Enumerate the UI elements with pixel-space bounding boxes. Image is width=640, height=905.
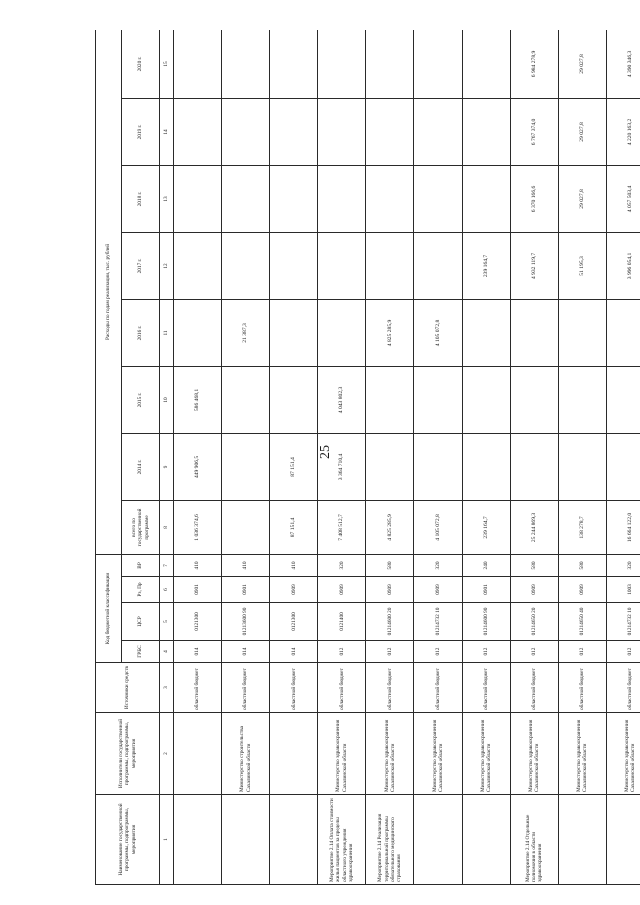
cell-year-value: 29 027,8 xyxy=(558,98,606,165)
cell-year-value xyxy=(318,165,366,232)
cell-year-value xyxy=(222,366,270,433)
cell-year-value xyxy=(318,30,366,98)
cell-csr: 0121400 xyxy=(318,603,366,641)
cell-name xyxy=(414,795,462,885)
header-year: 2020 г. xyxy=(122,30,160,98)
index-cell: 2 xyxy=(160,713,174,795)
cell-csr: 0121300 xyxy=(270,603,318,641)
cell-total: 138 278,7 xyxy=(558,500,606,554)
cell-year-value xyxy=(558,366,606,433)
header-source: Источники средств xyxy=(96,663,160,713)
cell-year-value xyxy=(414,98,462,165)
cell-year-value xyxy=(462,30,510,98)
index-cell: 11 xyxy=(160,299,174,366)
cell-year-value: 6 767 374,0 xyxy=(510,98,558,165)
cell-csr: 01213600 90 xyxy=(222,603,270,641)
cell-total xyxy=(222,500,270,554)
cell-year-value xyxy=(222,98,270,165)
cell-source: областной бюджет xyxy=(558,663,606,713)
index-cell: 7 xyxy=(160,554,174,576)
cell-year-value xyxy=(270,98,318,165)
cell-csr: 01214732 10 xyxy=(414,603,462,641)
cell-year-value: 51 195,3 xyxy=(558,232,606,299)
cell-year-value xyxy=(510,366,558,433)
cell-year-value xyxy=(174,98,222,165)
cell-executor: Министерство строительства Сахалинской области xyxy=(222,713,270,795)
header-expenses: Расходы по годам реализации, тыс. рублей xyxy=(96,30,122,554)
cell-year-value xyxy=(318,98,366,165)
cell-year-value xyxy=(270,30,318,98)
cell-year-value: 21 387,3 xyxy=(222,299,270,366)
index-row xyxy=(160,30,174,885)
table-row xyxy=(270,30,318,885)
index-cell: 5 xyxy=(160,603,174,641)
cell-executor: Министерство здравоохранения Сахалинской области xyxy=(318,713,366,795)
cell-year-value: 3 996 054,1 xyxy=(606,232,640,299)
cell-source: областной бюджет xyxy=(414,663,462,713)
cell-vr: 580 xyxy=(558,554,606,576)
cell-grbs: 014 xyxy=(270,641,318,663)
cell-year-value xyxy=(558,299,606,366)
cell-executor: Министерство здравоохранения Сахалинской области xyxy=(606,713,640,795)
index-cell: 1 xyxy=(160,795,174,885)
cell-rzpr: 0909 xyxy=(318,577,366,603)
table-row xyxy=(606,30,640,885)
cell-year-value xyxy=(606,433,640,500)
header-vr: ВР xyxy=(122,554,160,576)
cell-year-value xyxy=(174,165,222,232)
budget-table xyxy=(95,30,640,885)
rotated-table-area xyxy=(95,30,640,885)
cell-name xyxy=(270,795,318,885)
cell-source: областной бюджет xyxy=(174,663,222,713)
cell-total: 87 151,4 xyxy=(270,500,318,554)
cell-rzpr: 1003 xyxy=(606,577,640,603)
cell-year-value: 4 057 503,4 xyxy=(606,165,640,232)
cell-name xyxy=(558,795,606,885)
index-cell: 6 xyxy=(160,577,174,603)
cell-vr: 320 xyxy=(414,554,462,576)
cell-grbs: 012 xyxy=(558,641,606,663)
cell-year-value: 29 027,8 xyxy=(558,165,606,232)
cell-total: 1 036 374,6 xyxy=(174,500,222,554)
cell-year-value xyxy=(270,165,318,232)
header-budget-class: Код бюджетной классификации xyxy=(96,554,122,662)
cell-year-value xyxy=(174,299,222,366)
cell-rzpr: 0909 xyxy=(414,577,462,603)
cell-year-value: 4 220 163,2 xyxy=(606,98,640,165)
cell-source: областной бюджет xyxy=(366,663,414,713)
cell-year-value xyxy=(222,165,270,232)
cell-year-value xyxy=(606,299,640,366)
cell-year-value xyxy=(366,433,414,500)
cell-csr: 01214650 20 xyxy=(510,603,558,641)
table-row xyxy=(414,30,462,885)
cell-vr: 580 xyxy=(510,554,558,576)
cell-year-value xyxy=(462,165,510,232)
cell-year-value xyxy=(318,232,366,299)
index-cell: 8 xyxy=(160,500,174,554)
cell-name: Мероприятие 2.14 Отдельные полномочия в области здравоохранения xyxy=(510,795,558,885)
cell-grbs: 012 xyxy=(462,641,510,663)
cell-name xyxy=(174,795,222,885)
cell-year-value xyxy=(510,433,558,500)
cell-year-value xyxy=(462,98,510,165)
table-body xyxy=(174,30,640,885)
index-cell: 12 xyxy=(160,232,174,299)
cell-year-value xyxy=(462,433,510,500)
cell-year-value xyxy=(222,30,270,98)
index-cell: 3 xyxy=(160,663,174,713)
cell-year-value: 4 825 285,9 xyxy=(366,299,414,366)
cell-csr: 01214600 90 xyxy=(462,603,510,641)
cell-rzpr: 0901 xyxy=(222,577,270,603)
cell-year-value: 4 390 346,3 xyxy=(606,30,640,98)
cell-year-value xyxy=(462,299,510,366)
cell-year-value xyxy=(606,366,640,433)
cell-year-value xyxy=(462,366,510,433)
index-cell: 15 xyxy=(160,30,174,98)
header-grbs: ГРБС xyxy=(122,641,160,663)
page-number: 25 xyxy=(318,445,333,459)
table-row xyxy=(318,30,366,885)
cell-year-value xyxy=(174,232,222,299)
cell-year-value: 3 364 710,4 xyxy=(318,433,366,500)
cell-year-value: 6 984 278,9 xyxy=(510,30,558,98)
table-row xyxy=(462,30,510,885)
cell-year-value xyxy=(366,366,414,433)
cell-year-value xyxy=(270,232,318,299)
cell-year-value xyxy=(222,232,270,299)
index-cell: 10 xyxy=(160,366,174,433)
cell-vr: 240 xyxy=(462,554,510,576)
cell-vr: 410 xyxy=(174,554,222,576)
header-name: Наименование государственной программы, подпрограммы, мероприятия xyxy=(96,795,160,885)
cell-executor xyxy=(174,713,222,795)
header-csr: ЦСР xyxy=(122,603,160,641)
cell-executor: Министерство здравоохранения Сахалинской области xyxy=(414,713,462,795)
cell-year-value xyxy=(318,299,366,366)
cell-name xyxy=(222,795,270,885)
cell-name xyxy=(606,795,640,885)
cell-year-value: 4 932 119,7 xyxy=(510,232,558,299)
cell-name xyxy=(462,795,510,885)
cell-year-value: 29 027,8 xyxy=(558,30,606,98)
cell-executor: Министерство здравоохранения Сахалинской области xyxy=(510,713,558,795)
index-cell: 13 xyxy=(160,165,174,232)
cell-vr: 320 xyxy=(318,554,366,576)
cell-year-value xyxy=(222,433,270,500)
cell-total: 25 244 869,3 xyxy=(510,500,558,554)
cell-year-value xyxy=(510,299,558,366)
cell-year-value xyxy=(414,232,462,299)
table-row xyxy=(366,30,414,885)
cell-total: 7 408 512,7 xyxy=(318,500,366,554)
cell-source: областной бюджет xyxy=(462,663,510,713)
cell-year-value: 4 043 802,3 xyxy=(318,366,366,433)
cell-year-value: 449 906,5 xyxy=(174,433,222,500)
cell-year-value xyxy=(558,433,606,500)
cell-csr: 01214600 20 xyxy=(366,603,414,641)
cell-grbs: 012 xyxy=(366,641,414,663)
cell-grbs: 012 xyxy=(414,641,462,663)
cell-source: областной бюджет xyxy=(606,663,640,713)
cell-year-value xyxy=(414,30,462,98)
cell-executor: Министерство здравоохранения Сахалинской области xyxy=(558,713,606,795)
index-cell: 9 xyxy=(160,433,174,500)
cell-grbs: 012 xyxy=(606,641,640,663)
cell-source: областной бюджет xyxy=(510,663,558,713)
header-year: 2017 г. xyxy=(122,232,160,299)
header-year: 2019 г. xyxy=(122,98,160,165)
cell-grbs: 014 xyxy=(174,641,222,663)
cell-source: областной бюджет xyxy=(318,663,366,713)
cell-year-value: 4 105 072,8 xyxy=(414,299,462,366)
header-total: всего по государственной программе xyxy=(122,500,160,554)
header-year: 2018 г. xyxy=(122,165,160,232)
cell-year-value xyxy=(366,30,414,98)
cell-name: Мероприятие 2.14 Оплата стоимости жилья пациентов за пределы областного учреждения здравоохранения xyxy=(318,795,366,885)
cell-vr: 410 xyxy=(270,554,318,576)
cell-year-value: 239 164,7 xyxy=(462,232,510,299)
cell-executor xyxy=(270,713,318,795)
cell-year-value: 586 468,1 xyxy=(174,366,222,433)
cell-total: 4 825 285,9 xyxy=(366,500,414,554)
cell-grbs: 012 xyxy=(318,641,366,663)
cell-csr: 01214650 40 xyxy=(558,603,606,641)
header-executor: Исполнители государственной программы, подпрограммы, мероприятия xyxy=(96,713,160,795)
cell-year-value xyxy=(174,30,222,98)
cell-year-value xyxy=(366,232,414,299)
table-row xyxy=(510,30,558,885)
cell-total: 4 105 072,8 xyxy=(414,500,462,554)
header-year: 2014 г. xyxy=(122,433,160,500)
cell-year-value xyxy=(414,366,462,433)
cell-total: 16 664 122,0 xyxy=(606,500,640,554)
cell-year-value: 6 370 166,6 xyxy=(510,165,558,232)
cell-year-value xyxy=(414,165,462,232)
cell-year-value: 87 151,4 xyxy=(270,433,318,500)
cell-name: Мероприятие 2.14 Реализация территориальной программы обязательного медицинского страхования xyxy=(366,795,414,885)
cell-executor: Министерство здравоохранения Сахалинской области xyxy=(462,713,510,795)
cell-grbs: 014 xyxy=(222,641,270,663)
cell-executor: Министерство здравоохранения Сахалинской области xyxy=(366,713,414,795)
header-year: 2015 г. xyxy=(122,366,160,433)
table-row xyxy=(558,30,606,885)
cell-source: областной бюджет xyxy=(270,663,318,713)
cell-grbs: 012 xyxy=(510,641,558,663)
table-row xyxy=(222,30,270,885)
cell-rzpr: 0901 xyxy=(462,577,510,603)
cell-csr: 01214732 10 xyxy=(606,603,640,641)
cell-year-value xyxy=(270,299,318,366)
index-cell: 14 xyxy=(160,98,174,165)
cell-total: 239 164,7 xyxy=(462,500,510,554)
cell-vr: 580 xyxy=(366,554,414,576)
rotated-table-frame xyxy=(95,30,640,885)
cell-year-value xyxy=(414,433,462,500)
cell-rzpr: 0909 xyxy=(366,577,414,603)
cell-csr: 0121300 xyxy=(174,603,222,641)
cell-year-value xyxy=(270,366,318,433)
header-rzpr: Рз, Пр xyxy=(122,577,160,603)
cell-source: областной бюджет xyxy=(222,663,270,713)
cell-vr: 410 xyxy=(222,554,270,576)
cell-rzpr: 0901 xyxy=(174,577,222,603)
table-row xyxy=(174,30,222,885)
table-header xyxy=(96,30,174,885)
cell-rzpr: 0909 xyxy=(270,577,318,603)
index-cell: 4 xyxy=(160,641,174,663)
header-year: 2016 г. xyxy=(122,299,160,366)
cell-rzpr: 0909 xyxy=(558,577,606,603)
cell-year-value xyxy=(366,165,414,232)
cell-vr: 320 xyxy=(606,554,640,576)
cell-rzpr: 0909 xyxy=(510,577,558,603)
cell-year-value xyxy=(366,98,414,165)
